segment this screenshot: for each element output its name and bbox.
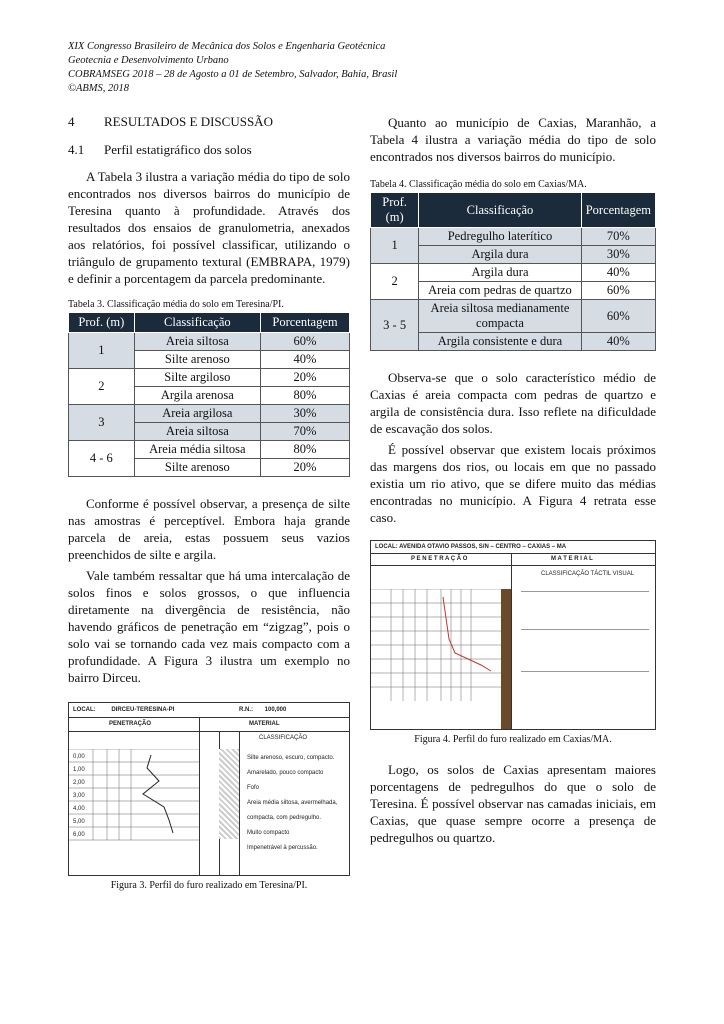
figure4-caption: Figura 4. Perfil do furo realizado em Caxias/MA. bbox=[414, 734, 612, 745]
class-cell: Silte argiloso bbox=[134, 369, 260, 387]
fig3-desc: Muito compacto bbox=[247, 830, 290, 836]
fig4-classificacao: CLASSIFICAÇÃO TÁCTIL VISUAL bbox=[541, 571, 635, 577]
paragraph: Conforme é possível observar, a presença de silte nas amostras é perceptível. Embora haja grande parcela de areia, estas possuem seus vazios preenchidos de silte e argila. bbox=[68, 496, 350, 562]
fig3-local-label: LOCAL: bbox=[73, 707, 96, 713]
left-column bbox=[68, 114, 350, 891]
percent-cell: 80% bbox=[261, 441, 350, 459]
percent-cell: 40% bbox=[581, 333, 655, 351]
header-line-4: ©ABMS, 2018 bbox=[68, 83, 130, 94]
fig3-desc: Silte arenoso, escuro, compacto. bbox=[247, 755, 335, 761]
class-cell: Areia siltosa bbox=[134, 423, 260, 441]
fig4-local: LOCAL: AVENIDA OTAVIO PASSOS, S/N – CENTRO – CAXIAS – MA bbox=[375, 544, 567, 550]
fig3-material: MATERIAL bbox=[249, 721, 280, 727]
subsection-title: Perfil estatigráfico dos solos bbox=[104, 142, 252, 157]
percent-cell: 30% bbox=[581, 246, 655, 264]
percent-cell: 60% bbox=[261, 333, 350, 351]
table-row bbox=[69, 369, 350, 387]
percent-cell: 70% bbox=[581, 228, 655, 246]
fig4-penetracao: P E N E T R A Ç Ã O bbox=[411, 556, 468, 562]
subsection-number: 4.1 bbox=[68, 142, 85, 157]
section-title: RESULTADOS E DISCUSSÃO bbox=[104, 114, 273, 129]
figure4-image bbox=[370, 540, 656, 730]
section-number: 4 bbox=[68, 114, 75, 129]
depth-cell: 2 bbox=[371, 264, 419, 300]
percent-cell: 60% bbox=[581, 300, 655, 333]
figure3-image bbox=[68, 702, 350, 876]
table4 bbox=[370, 192, 656, 351]
fig4-material: M A T E R I A L bbox=[551, 556, 593, 562]
fig3-desc: compacta, com pedregulho. bbox=[247, 815, 322, 821]
percent-cell: 20% bbox=[261, 459, 350, 477]
percent-cell: 40% bbox=[261, 351, 350, 369]
table3-header: Classificação bbox=[134, 313, 260, 333]
table4-header: Classificação bbox=[419, 193, 581, 228]
fig3-desc: Areia média siltosa, avermelhada, bbox=[247, 800, 338, 806]
class-cell: Areia argilosa bbox=[134, 405, 260, 423]
fig3-depth: 1,00 bbox=[73, 767, 85, 773]
depth-cell: 1 bbox=[371, 228, 419, 264]
fig3-depth: 0,00 bbox=[73, 754, 85, 760]
fig4-spt-chart bbox=[371, 589, 501, 709]
class-cell: Argila consistente e dura bbox=[419, 333, 581, 351]
class-cell: Pedregulho laterítico bbox=[419, 228, 581, 246]
paragraph: Vale também ressaltar que há uma intercalação de solos finos e solos grossos, o que influencia diretamente na divergência de resistência, não havendo gráficos de penetração em “zigzag”, pois o solo vai se tornando cada vez mais compacto com a profundidade. A Figura 3 ilustra um exemplo no bairro Dirceu. bbox=[68, 568, 350, 685]
percent-cell: 30% bbox=[261, 405, 350, 423]
fig3-depth: 2,00 bbox=[73, 780, 85, 786]
percent-cell: 80% bbox=[261, 387, 350, 405]
fig3-desc: Impenetrável à percussão. bbox=[247, 845, 318, 851]
class-cell: Argila arenosa bbox=[134, 387, 260, 405]
table3-header: Prof. (m) bbox=[69, 313, 135, 333]
table3-caption: Tabela 3. Classificação média do solo em Teresina/PI. bbox=[68, 299, 284, 310]
depth-cell: 3 - 5 bbox=[371, 300, 419, 351]
fig3-desc: Fofo bbox=[247, 785, 260, 791]
table-row bbox=[371, 264, 656, 282]
header-line-3: COBRAMSEG 2018 – 28 de Agosto a 01 de Setembro, Salvador, Bahia, Brasil bbox=[68, 69, 398, 80]
subsection-heading bbox=[68, 142, 350, 158]
table-row bbox=[69, 405, 350, 423]
percent-cell: 60% bbox=[581, 282, 655, 300]
class-cell: Argila dura bbox=[419, 246, 581, 264]
depth-cell: 2 bbox=[69, 369, 135, 405]
class-cell: Areia média siltosa bbox=[134, 441, 260, 459]
paragraph: Logo, os solos de Caxias apresentam maiores porcentagens de pedregulhos do que o solo de Teresina. É possível observar nas camadas iniciais, em Caxias, que quase sempre ocorre a presença de pedregulhos ou quartzo. bbox=[370, 762, 656, 845]
depth-cell: 1 bbox=[69, 333, 135, 369]
table3-header: Porcentagem bbox=[261, 313, 350, 333]
fig3-rn-label: R.N.: bbox=[239, 707, 253, 713]
table-row bbox=[371, 228, 656, 246]
fig3-local-value: DIRCEU-TERESINA-PI bbox=[111, 707, 175, 713]
table4-caption: Tabela 4. Classificação média do solo em Caxias/MA. bbox=[370, 179, 587, 190]
table-row bbox=[371, 300, 656, 333]
section-heading bbox=[68, 114, 350, 130]
percent-cell: 20% bbox=[261, 369, 350, 387]
header-line-1: XIX Congresso Brasileiro de Mecânica dos Solos e Engenharia Geotécnica bbox=[68, 41, 386, 52]
table-row bbox=[69, 333, 350, 351]
table3 bbox=[68, 312, 350, 477]
paragraph: Observa-se que o solo característico médio de Caxias é areia compacta com pedras de quartzo e argila de consistência dura. Isso reflete na dificuldade de escavação dos solos. bbox=[370, 370, 656, 436]
class-cell: Areia siltosa medianamente compacta bbox=[419, 300, 581, 333]
depth-cell: 3 bbox=[69, 405, 135, 441]
percent-cell: 40% bbox=[581, 264, 655, 282]
class-cell: Areia siltosa bbox=[134, 333, 260, 351]
fig3-classificacao: CLASSIFICAÇÃO bbox=[259, 735, 308, 741]
table-row bbox=[69, 441, 350, 459]
depth-cell: 4 - 6 bbox=[69, 441, 135, 477]
fig3-depth: 5,00 bbox=[73, 819, 85, 825]
class-cell: Areia com pedras de quartzo bbox=[419, 282, 581, 300]
class-cell: Silte arenoso bbox=[134, 459, 260, 477]
paragraph: A Tabela 3 ilustra a variação média do tipo de solo encontrados nos diversos bairros do município de Teresina quanto à profundidade. Através dos resultados dos ensaios de granulometria, anexados aos relatórios, foi possível classificar, utilizando o triângulo de grupamento textural (EMBRAPA, 1979) e definir a porcentagem da parcela predominante. bbox=[68, 169, 350, 286]
fig3-desc: Amarelado, pouco compacto bbox=[247, 770, 324, 776]
table4-header: Prof. (m) bbox=[371, 193, 419, 228]
percent-cell: 70% bbox=[261, 423, 350, 441]
fig3-depth: 6,00 bbox=[73, 832, 85, 838]
fig3-spt-chart bbox=[69, 749, 199, 859]
fig3-depth: 3,00 bbox=[73, 793, 85, 799]
fig3-penetracao: PENETRAÇÃO bbox=[109, 721, 152, 727]
class-cell: Silte arenoso bbox=[134, 351, 260, 369]
paragraph: É possível observar que existem locais próximos das margens dos rios, ou locais em que no passado existia um rio ativo, que se difere muito das médias encontradas no município. A Figura 4 retrata esse caso. bbox=[370, 442, 656, 525]
header-line-2: Geotecnia e Desenvolvimento Urbano bbox=[68, 55, 229, 66]
figure3-caption: Figura 3. Perfil do furo realizado em Teresina/PI. bbox=[110, 880, 308, 891]
paragraph: Quanto ao município de Caxias, Maranhão, a Tabela 4 ilustra a variação média do tipo de solo encontrados nos diversos bairros do município. bbox=[370, 115, 656, 164]
fig3-depth: 4,00 bbox=[73, 806, 85, 812]
right-column bbox=[370, 114, 656, 850]
class-cell: Argila dura bbox=[419, 264, 581, 282]
fig3-rn-value: 100,000 bbox=[264, 707, 287, 713]
page-header bbox=[68, 40, 397, 96]
table4-header: Porcentagem bbox=[581, 193, 655, 228]
